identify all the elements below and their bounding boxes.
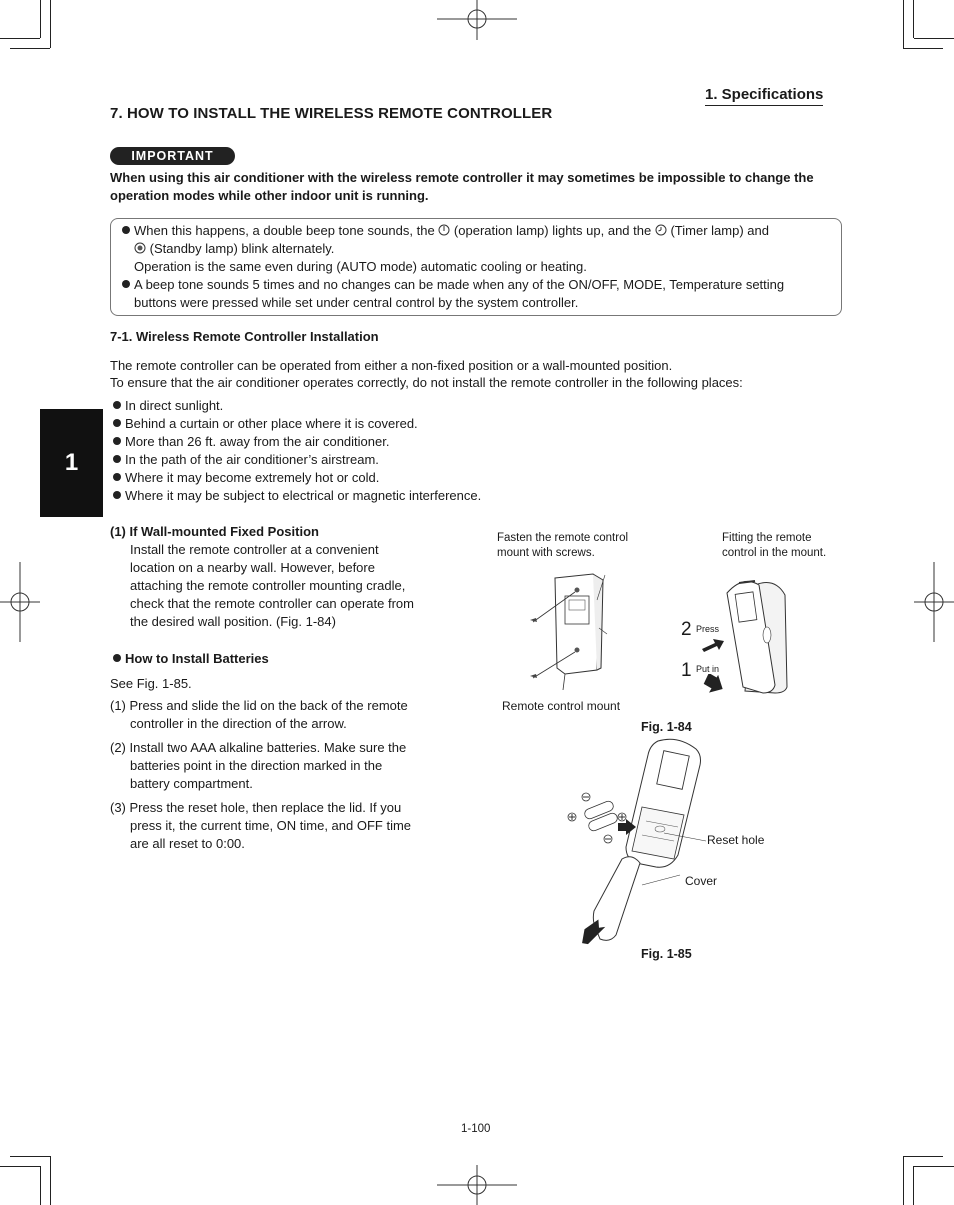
step-1-number: 1 (681, 660, 692, 681)
note-text: A beep tone sounds 5 times and no changes can be made when any of the ON/OFF, MODE, Temperature setting (134, 277, 785, 292)
page-title: 7. HOW TO INSTALL THE WIRELESS REMOTE CONTROLLER (110, 105, 553, 122)
bullet-icon (113, 491, 121, 499)
important-badge: IMPORTANT (110, 147, 235, 165)
step-1-text: Put in (696, 664, 720, 674)
note-line: buttons were pressed while set under central control by the system controller. (134, 295, 579, 310)
note-line (122, 240, 784, 258)
crop-mark (914, 38, 954, 39)
standby-lamp-icon (134, 242, 146, 254)
put-in-arrow-icon (703, 674, 725, 694)
bullet-icon (113, 473, 121, 481)
fig84-caption: Fig. 1-84 (641, 720, 692, 734)
batteries-title: How to Install Batteries (113, 651, 269, 666)
text-line: (1) Press and slide the lid on the back of the remote (110, 698, 408, 713)
step-2-number: 2 (681, 619, 692, 640)
text-line: (3) Press the reset hole, then replace the lid. If you (110, 800, 402, 815)
intro-line: To ensure that the air conditioner operates correctly, do not install the remote controller in the following places: (110, 375, 743, 390)
fig84-label-fitting: Fitting the remote control in the mount. (722, 532, 827, 559)
section-header-label: 1. Specifications (705, 86, 823, 106)
intro-paragraph (110, 357, 743, 391)
remote-battery-illustration (560, 735, 720, 950)
fig85-label-cover: Cover (685, 874, 718, 888)
crop-mark (903, 1156, 943, 1157)
registration-mark-right (914, 562, 954, 642)
registration-mark-left (0, 562, 40, 642)
bullet-icon (113, 401, 121, 409)
remote-in-mount-illustration (715, 575, 795, 697)
crop-mark (10, 48, 50, 49)
crop-mark (913, 0, 914, 38)
crop-mark (40, 1166, 41, 1205)
step-2-text: Press (696, 624, 720, 634)
fig84-label-fasten: Fasten the remote control mount with screws. (497, 532, 629, 559)
text-line: press it, the current time, ON time, and OFF time (130, 818, 412, 833)
list-item: Where it may be subject to electrical or magnetic interference. (113, 487, 481, 505)
crop-mark (914, 1166, 954, 1167)
note-text: (Standby lamp) blink alternately. (149, 241, 335, 256)
list-item: Where it may become extremely hot or cold. (113, 469, 481, 487)
note-text: (Timer lamp) and (670, 223, 769, 238)
note-line (122, 276, 784, 294)
important-text: When using this air conditioner with the wireless remote controller it may sometimes be impossible to change the operation modes while other indoor unit is running. (110, 170, 814, 203)
note-text: When this happens, a double beep tone sounds, the (134, 223, 435, 238)
fig84-label-mount: Remote control mount (502, 699, 621, 713)
crop-mark (0, 38, 40, 39)
text-line: check that the remote controller can operate from (130, 596, 414, 611)
crop-mark (0, 1166, 40, 1167)
list-item: In direct sunlight. (113, 397, 481, 415)
chapter-tab: 1 (40, 409, 103, 517)
intro-line: The remote controller can be operated from either a non-fixed position or a wall-mounted position. (110, 358, 673, 373)
bullet-icon (113, 654, 121, 662)
crop-mark (50, 0, 51, 48)
note-line (122, 222, 784, 240)
text-line: controller in the direction of the arrow. (130, 716, 347, 731)
crop-mark (40, 0, 41, 38)
crop-mark (903, 48, 943, 49)
battery-step-2 (110, 739, 406, 793)
wall-mount-section (110, 524, 450, 631)
battery-step-3 (110, 799, 411, 853)
crop-mark (50, 1156, 51, 1205)
list-item: More than 26 ft. away from the air conditioner. (113, 433, 481, 451)
note-line: Operation is the same even during (AUTO mode) automatic cooling or heating. (134, 259, 587, 274)
text-line: (2) Install two AAA alkaline batteries. Make sure the (110, 740, 407, 755)
list-item: In the path of the air conditioner’s airstream. (113, 451, 481, 469)
crop-mark (903, 0, 904, 48)
wall-mount-text (110, 541, 450, 631)
text-line: are all reset to 0:00. (130, 836, 245, 851)
operation-lamp-icon (438, 224, 450, 236)
remote-control-mount-illustration (525, 570, 620, 690)
crop-mark (913, 1166, 914, 1205)
registration-mark-top (437, 0, 517, 40)
timer-lamp-icon (655, 224, 667, 236)
text-line: battery compartment. (130, 776, 253, 791)
note-box (110, 218, 842, 316)
text-line: Install the remote controller at a convenient (130, 542, 379, 557)
list-item: Behind a curtain or other place where it is covered. (113, 415, 481, 433)
press-arrow-icon (701, 636, 725, 652)
bullet-icon (122, 280, 130, 288)
fig85-caption: Fig. 1-85 (641, 947, 692, 961)
text-line: attaching the remote controller mounting cradle, (130, 578, 406, 593)
text-line: location on a nearby wall. However, before (130, 560, 375, 575)
places-list (113, 397, 481, 505)
batteries-see: See Fig. 1-85. (110, 676, 192, 691)
text-line: batteries point in the direction marked in the (130, 758, 383, 773)
wall-mount-title: (1) If Wall-mounted Fixed Position (110, 524, 319, 539)
note-text: (operation lamp) lights up, and the (453, 223, 652, 238)
crop-mark (903, 1156, 904, 1205)
battery-step-1 (110, 697, 408, 733)
bullet-icon (113, 419, 121, 427)
bullet-icon (122, 226, 130, 234)
page-number: 1-100 (461, 1123, 491, 1135)
bullet-icon (113, 455, 121, 463)
bullet-icon (113, 437, 121, 445)
registration-mark-bottom (437, 1165, 517, 1205)
crop-mark (10, 1156, 50, 1157)
text-line: the desired wall position. (Fig. 1-84) (130, 614, 336, 629)
subsection-title: 7-1. Wireless Remote Controller Installation (110, 329, 379, 344)
fig85-label-reset-hole: Reset hole (707, 833, 765, 847)
